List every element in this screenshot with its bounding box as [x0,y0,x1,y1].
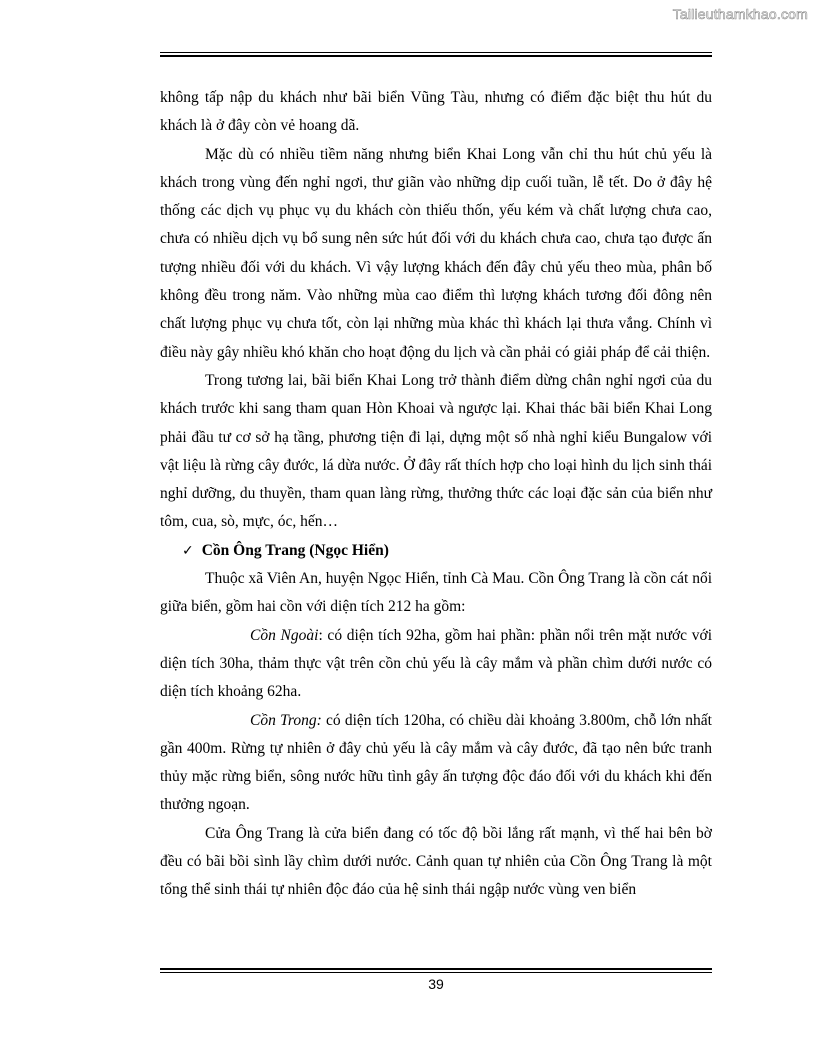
paragraph-2: Mặc dù có nhiều tiềm năng nhưng biển Khai Long vẫn chỉ thu hút chủ yếu là khách trong vùng đến nghỉ ngơi, thư giãn vào những dịp cuối tuần, lễ tết. Do ở đây hệ thống các dịch vụ phục vụ du khách còn thiếu thốn, yếu kém và chất lượng chưa cao, chưa có nhiều dịch vụ bổ sung nên sức hút đối với du khách chưa cao, chưa tạo được ấn tượng nhiều đối với du khách. Vì vậy lượng khách đến đây chủ yếu theo mùa, phân bố không đều trong năm. Vào những mùa cao điểm thì lượng khách tương đối đông nên chất lượng phục vụ chưa tốt, còn lại những mùa khác thì khách lại thưa vắng. Chính vì điều này gây nhiều khó khăn cho hoạt động du lịch và cần phải có giải pháp để cải thiện. [160,145,712,361]
page-number: 39 [428,976,444,992]
paragraph-3: Trong tương lai, bãi biển Khai Long trở thành điểm dừng chân nghỉ ngơi của du khách trước khi sang tham quan Hòn Khoai và ngược lại. Khai thác bãi biển Khai Long phải đầu tư cơ sở hạ tầng, phương tiện đi lại, dựng một số nhà nghỉ kiểu Bungalow với vật liệu là rừng cây đước, lá dừa nước. Ở đây rất thích hợp cho loại hình du lịch sinh thái nghỉ dưỡng, du thuyền, tham quan làng rừng, thưởng thức các loại đặc sản của biển như tôm, cua, sò, mực, óc, hến… [160,371,712,531]
paragraph-con-trong [160,707,712,820]
con-ngoai-text: : có diện tích 92ha, gồm hai phần: phần nổi trên mặt nước với diện tích 30ha, thảm thực vật trên cồn chủ yếu là cây mắm và phần chìm dưới nước có diện tích khoảng 62ha. [160,626,713,701]
watermark-text: Tailieuthamkhao.com [672,6,808,22]
paragraph-1: không tấp nập du khách như bãi biển Vũng Tàu, nhưng có điểm đặc biệt thu hút du khách là ở đây còn vẻ hoang dã. [160,89,712,135]
footer-rule [160,968,712,973]
con-ngoai-label: Cồn Ngoài [250,626,319,644]
con-trong-text: có diện tích 120ha, có chiều dài khoảng 3.800m, chỗ lớn nhất gần 400m. Rừng tự nhiên ở đây chủ yếu là cây mắm và cây đước, đã tạo nên bức tranh thủy mặc rừng biển, sông nước hữu tình gây ấn tượng độc đáo đối với du khách khi đến thưởng ngoạn. [160,711,712,814]
paragraph-4: Thuộc xã Viên An, huyện Ngọc Hiển, tỉnh Cà Mau. Cồn Ông Trang là cồn cát nổi giữa biển, gồm hai cồn với diện tích 212 ha gồm: [160,570,712,616]
header-rule [160,52,712,57]
checkmark-icon: ✓ [182,542,194,559]
section-heading [160,537,712,565]
paragraph-con-ngoai [160,622,712,707]
con-trong-label: Cồn Trong: [250,711,322,729]
document-body [160,84,712,905]
section-heading-text: Cồn Ông Trang (Ngọc Hiển) [201,541,389,559]
paragraph-7: Cửa Ông Trang là cửa biển đang có tốc độ bồi lắng rất mạnh, vì thế hai bên bờ đều có bãi bồi sình lầy chìm dưới nước. Cảnh quan tự nhiên của Cồn Ông Trang là một tổng thể sinh thái tự nhiên độc đáo của hệ sinh thái ngập nước vùng ven biển [160,824,712,899]
